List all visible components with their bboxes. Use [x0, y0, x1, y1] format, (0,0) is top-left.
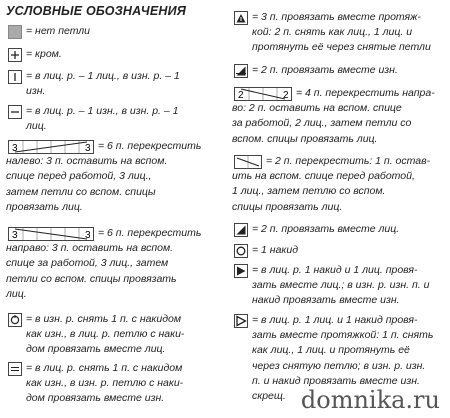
entry-text	[6, 139, 201, 215]
vertical-bar-icon	[8, 70, 22, 84]
entry-text-body: = 6 п. перекрестить налево: 3 п. оставить на вспом. спице перед работой, 3 лиц., затем петли со вспом. спицы провязать лиц.	[6, 140, 202, 213]
plus-icon	[8, 48, 22, 62]
slip-yo-purl-icon	[8, 362, 22, 376]
entry-text: = в лиц. р. 1 накид и 1 лиц. провя- зать вместе лиц.; в изн. р. изн. п. и накид провязать вместе изн.	[252, 264, 430, 307]
entry-text: = в лиц. р. – 1 лиц., в изн. р. – 1 изн.	[26, 70, 180, 98]
k2tog-knit-icon	[234, 223, 248, 237]
entry-text	[232, 154, 430, 215]
increase-yo-icon	[234, 264, 248, 278]
entry-text: = 2 п. провязать вместе лиц.	[252, 223, 400, 235]
legend-title: УСЛОВНЫЕ ОБОЗНАЧЕНИЯ	[6, 4, 187, 18]
entry-text-body: = 6 п. перекрестить направо: 3 п. оставить на вспом. спице за работой, 3 лиц., затем петли со вспом. спицы провязать лиц.	[6, 227, 202, 300]
horizontal-bar-icon	[8, 105, 22, 119]
entry-text	[232, 86, 435, 147]
entry-text-body: = 2 п. перекрестить: 1 п. остав- ить на вспом. спице перед работой, 1 лиц., затем петлю со вспом. спицы провязать лиц.	[232, 155, 431, 213]
entry-text-body: = 4 п. перекрестить напра- во: 2 п. оставить на вспом. спице за работой, 2 лиц., затем петли со вспом. спицы провязать лиц.	[232, 87, 435, 145]
slip-yo-knit-icon	[8, 313, 22, 327]
yarn-over-icon	[234, 244, 248, 258]
entry-text: = 2 п. провязать вместе изн.	[252, 64, 398, 76]
entry-text: = нет петли	[26, 25, 90, 37]
entry-text: = кром.	[26, 48, 62, 60]
cross-count: 2	[238, 90, 244, 100]
entry-text: = в изн. р. снять 1 п. с накидом как изн., в лиц. р. петлю с наки- дом провязать вместе лиц.	[26, 313, 185, 356]
entry-text: = в лиц. р. снять 1 п. с накидом как изн., в изн. р. петлю с наки- дом провязать вместе изн.	[26, 362, 184, 405]
site-watermark: domnika.ru	[300, 386, 440, 414]
gray-square-icon	[8, 25, 22, 39]
k2tog-purl-icon	[234, 64, 248, 78]
triangle-3-dec-icon	[234, 11, 248, 25]
cross-count: 3	[85, 143, 91, 153]
cross-count: 3	[12, 230, 18, 240]
entry-text	[6, 226, 201, 302]
entry-text: = в лиц. р. – 1 изн., в изн. р. – 1 лиц.	[26, 105, 179, 133]
increase-k1-yo-icon	[234, 314, 248, 328]
cross-count: 2	[283, 90, 289, 100]
cross-count: 3	[12, 143, 18, 153]
entry-text: = 3 п. провязать вместе протяж- кой: 2 п. снять как лиц., 1 лиц. и протянуть её через снятые петли	[252, 11, 431, 54]
entry-text: = 1 накид	[252, 244, 299, 256]
cross-count: 3	[85, 230, 91, 240]
entry-text: = в лиц. р. 1 лиц. и 1 накид провя- зать вместе протяжкой: 1 п. снять как лиц., 1 лиц. и протянуть её через снятую петлю; в изн. р. изн. п. и накид провязать вместе изн. скрещ.	[252, 314, 434, 403]
